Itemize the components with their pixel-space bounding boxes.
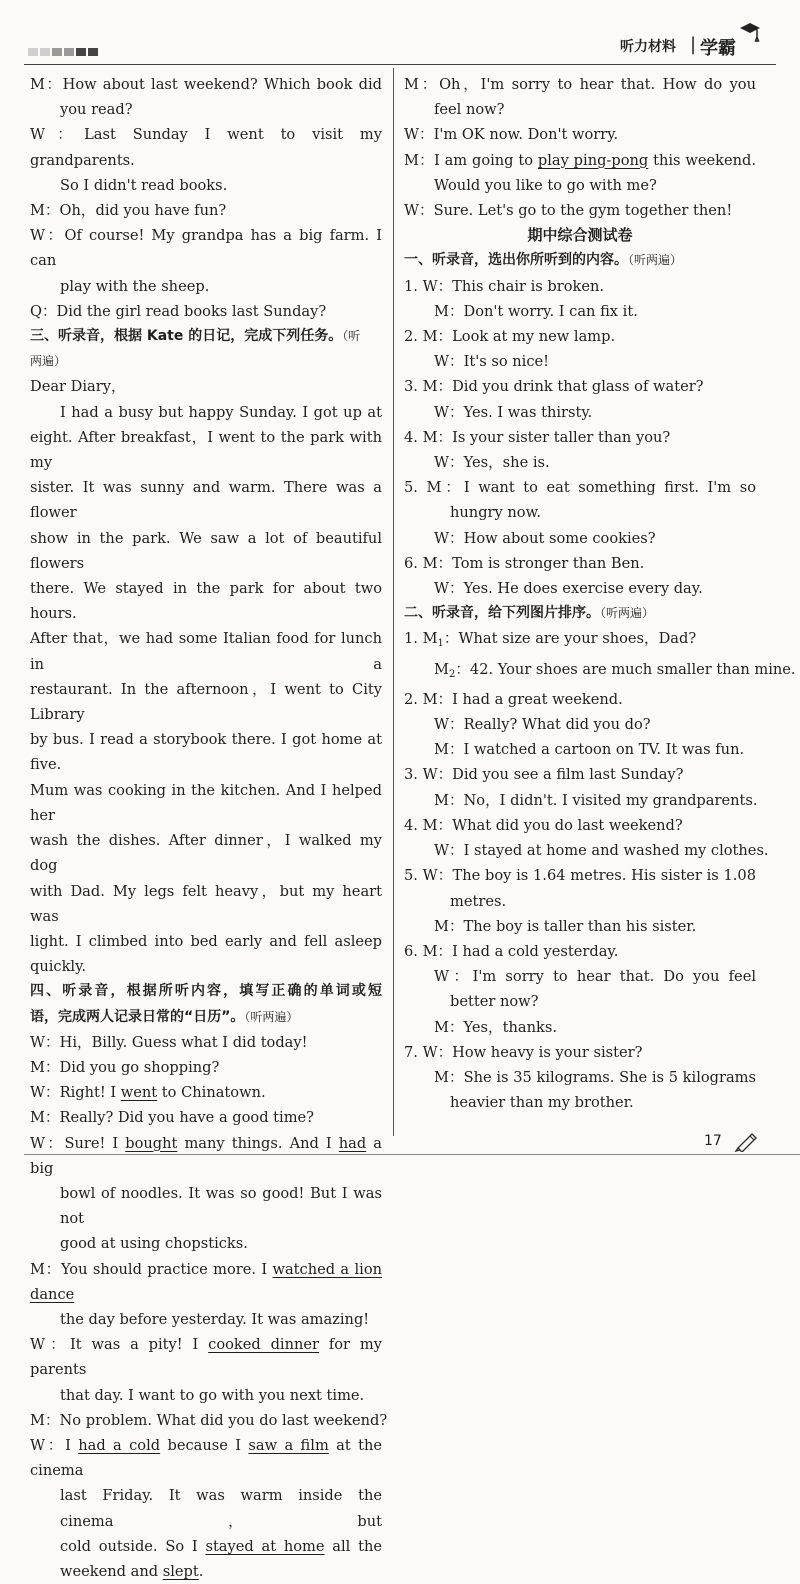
- dialog-line: W：It was a pity! I cooked dinner for my parents: [30, 1336, 382, 1379]
- section-heading: [404, 248, 756, 273]
- answer-underline: cooked dinner: [208, 1336, 319, 1354]
- item-line: W：Really? What did you do?: [434, 716, 651, 734]
- column-divider: [393, 68, 394, 1136]
- item-line: W：Yes，she is.: [434, 454, 550, 472]
- right-column: [404, 72, 796, 1115]
- section-heading-text: 语，完成两人记录日常的“日历”。: [30, 1008, 245, 1025]
- item-line: M：I watched a cartoon on TV. It was fun.: [434, 741, 745, 759]
- dialog-line: M：Did you go shopping?: [30, 1058, 220, 1076]
- item-line: W：Yes. He does exercise every day.: [434, 580, 703, 598]
- item-line: 5. M：I want to eat something first. I'm so: [404, 479, 756, 497]
- dialog-line: last Friday. It was warm inside the cinema，but: [60, 1487, 382, 1530]
- dialog-line: M：How about last weekend? Which book did: [30, 76, 382, 93]
- diary-greeting: Dear Diary，: [30, 378, 126, 396]
- section-heading-text: 二、听录音，给下列图片排序。: [404, 605, 600, 622]
- section-heading-text: 一、听录音，选出你所听到的内容。: [404, 252, 628, 269]
- graduation-cap-icon: [738, 20, 762, 44]
- item-line: 2. M：I had a great weekend.: [404, 690, 623, 708]
- item-line: W：How about some cookies?: [434, 529, 656, 547]
- dialog-line: W：Sure. Let's go to the gym together then!: [404, 202, 733, 220]
- answer-underline: had: [338, 1134, 367, 1152]
- diary-line: light. I climbed into bed early and fell asleep: [30, 932, 382, 950]
- item-line: M：She is 35 kilograms. She is 5 kilograms: [434, 1068, 756, 1086]
- section-heading: [30, 324, 382, 349]
- question-line: Q：Did the girl read books last Sunday?: [30, 302, 327, 320]
- diary-line: there. We stayed in the park for about two hours.: [30, 580, 382, 623]
- item-line: 1. W：This chair is broken.: [404, 277, 605, 295]
- item-line: heavier than my brother.: [450, 1094, 634, 1112]
- dialog-line: cold outside. So I stayed at home all the: [60, 1537, 383, 1555]
- item-line: hungry now.: [450, 504, 541, 522]
- diary-line: I had a busy but happy Sunday. I got up at: [60, 403, 382, 421]
- dialog-line: W：I had a cold because I saw a film at the cinema: [30, 1436, 383, 1480]
- header-section-title: 听力材料: [620, 39, 676, 55]
- answer-underline: stayed at home: [205, 1537, 325, 1555]
- dialog-line: W：Hi，Billy. Guess what I did today!: [30, 1033, 308, 1051]
- diary-line: eight. After breakfast，I went to the park with my: [30, 428, 382, 472]
- header-rule: [24, 64, 776, 65]
- answer-underline: slept: [162, 1562, 199, 1580]
- section-note: （听两遍）: [244, 1009, 299, 1024]
- section-note: 两遍）: [30, 354, 67, 369]
- item-line: better now?: [450, 993, 539, 1011]
- dialog-line: W：Of course! My grandpa has a big farm. I can: [30, 227, 382, 270]
- header-separator: |: [690, 34, 697, 55]
- diary-line: quickly.: [30, 958, 87, 976]
- diary-line: After that，we had some Italian food for lunch in a: [30, 630, 382, 673]
- dialog-line: W：Sure! I bought many things. And I had a big: [30, 1134, 383, 1177]
- answer-underline: play ping-pong: [537, 151, 649, 169]
- item-line: 5. W：The boy is 1.64 metres. His sister is 1.08: [404, 867, 756, 885]
- diary-line: show in the park. We saw a lot of beautiful flowers: [30, 529, 382, 572]
- diary-line: by bus. I read a storybook there. I got home at five.: [30, 731, 382, 774]
- diary-line: with Dad. My legs felt heavy，but my heart was: [30, 882, 382, 925]
- item-line: metres.: [450, 892, 507, 910]
- item-line: 2. M：Look at my new lamp.: [404, 328, 616, 346]
- item-line: 6. M：Tom is stronger than Ben.: [404, 554, 645, 572]
- diary-line: wash the dishes. After dinner，I walked my dog: [30, 832, 382, 875]
- dialog-line: M：You should practice more. I watched a lion dance: [30, 1260, 383, 1303]
- item-line: 4. M：What did you do last weekend?: [404, 816, 683, 834]
- brand-logo-text: 学霸: [700, 38, 736, 59]
- section-heading-text: 三、听录音，根据 Kate 的日记，完成下列任务。: [30, 328, 343, 345]
- pencil-icon: [734, 1130, 760, 1152]
- diary-line: Mum was cooking in the kitchen. And I helped her: [30, 781, 382, 824]
- dialog-line: M：Oh，I'm sorry to hear that. How do you: [404, 76, 756, 93]
- item-line: W：Yes. I was thirsty.: [434, 403, 593, 421]
- dialog-line: M：I am going to play ping-pong this weekend.: [404, 151, 756, 169]
- dialog-line: weekend and slept.: [60, 1562, 204, 1580]
- item-line: W：It's so nice!: [434, 353, 550, 371]
- section-heading: [404, 601, 756, 626]
- item-line: 4. M：Is your sister taller than you?: [404, 428, 671, 446]
- dialog-line: feel now?: [434, 101, 505, 119]
- section-note: （听两遍）: [600, 606, 655, 621]
- item-line: 3. W：Did you see a film last Sunday?: [404, 766, 684, 784]
- dialog-line: the day before yesterday. It was amazing!: [60, 1310, 370, 1328]
- answer-underline: bought: [125, 1134, 178, 1152]
- item-line: 1. $M_1$：What size are your shoes，Dad?: [404, 630, 697, 650]
- diary-line: restaurant. In the afternoon，I went to City Library: [30, 680, 382, 724]
- item-line: M：Don't worry. I can fix it.: [434, 302, 638, 320]
- page-header: [0, 0, 800, 72]
- item-line: M：The boy is taller than his sister.: [434, 917, 697, 935]
- dialog-line: that day. I want to go with you next time.: [60, 1386, 365, 1404]
- dialog-line: So I didn't read books.: [60, 176, 228, 194]
- dialog-line: you read?: [60, 101, 133, 119]
- item-line: 7. W：How heavy is your sister?: [404, 1043, 643, 1061]
- item-line: W：I stayed at home and washed my clothes.: [434, 842, 769, 860]
- item-line: $M_2$：42. Your shoes are much smaller than mine.: [434, 660, 796, 680]
- left-column: [30, 72, 388, 1584]
- item-line: W：I'm sorry to hear that. Do you feel: [434, 968, 756, 986]
- section-note: （听两遍）: [628, 253, 683, 268]
- answer-underline: watched a lion dance: [30, 1260, 383, 1303]
- header-decoration: [28, 48, 98, 56]
- item-line: M：No，I didn't. I visited my grandparents.: [434, 791, 758, 809]
- section-heading: [30, 1005, 382, 1030]
- item-line: 6. M：I had a cold yesterday.: [404, 942, 619, 960]
- item-line: M：Yes，thanks.: [434, 1018, 557, 1036]
- item-line: 3. M：Did you drink that glass of water?: [404, 378, 704, 396]
- dialog-line: W：I'm OK now. Don't worry.: [404, 126, 619, 144]
- dialog-line: bowl of noodles. It was so good! But I was not: [60, 1184, 382, 1228]
- dialog-line: M：No problem. What did you do last weekend?: [30, 1411, 388, 1429]
- dialog-line: M：Really? Did you have a good time?: [30, 1109, 315, 1127]
- section-heading: 四、听录音，根据所听内容，填写正确的单词或短: [30, 983, 382, 1000]
- dialog-line: W：Last Sunday I went to visit my grandparents.: [30, 126, 382, 169]
- section-note: （听: [342, 329, 361, 344]
- dialog-line: play with the sheep.: [60, 277, 210, 295]
- answer-underline: saw a film: [248, 1436, 329, 1454]
- dialog-line: W：Right! I went to Chinatown.: [30, 1084, 266, 1102]
- dialog-line: good at using chopsticks.: [60, 1235, 248, 1253]
- test-title: 期中综合测试卷: [527, 226, 633, 245]
- answer-underline: went: [120, 1084, 158, 1102]
- footer-rule: [24, 1154, 800, 1155]
- answer-underline: had a cold: [78, 1436, 161, 1454]
- diary-line: sister. It was sunny and warm. There was a flower: [30, 479, 382, 522]
- dialog-line: Would you like to go with me?: [434, 176, 657, 194]
- dialog-line: M：Oh，did you have fun?: [30, 202, 227, 220]
- page-number: 17: [704, 1133, 722, 1149]
